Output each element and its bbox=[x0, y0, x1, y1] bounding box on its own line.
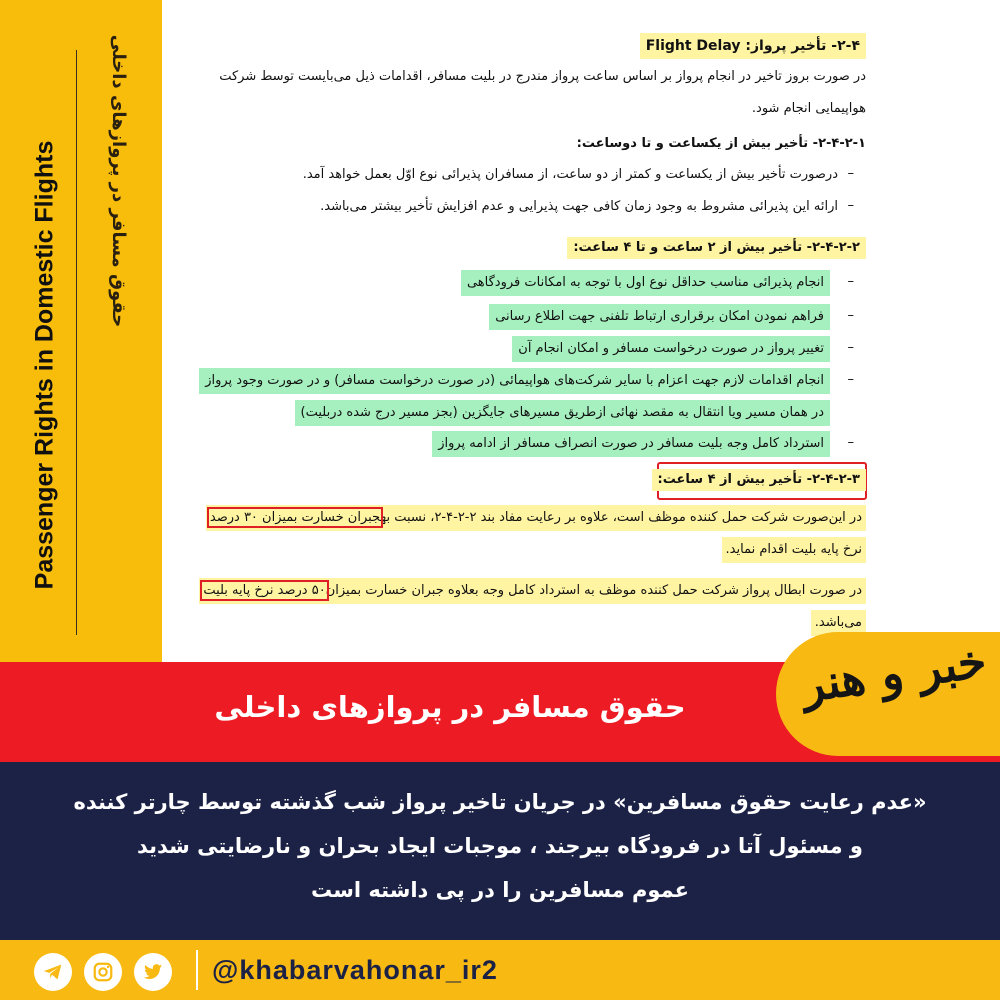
sidebar-title-fa: حقوق مسافر در پروازهای داخلی bbox=[108, 34, 129, 328]
delay-compensation-line-2: نرخ پایه بلیت اقدام نماید. bbox=[722, 537, 866, 563]
compensation-30-percent: جبران خسارت بمیزان ۳۰ درصد bbox=[209, 510, 381, 525]
footer-divider bbox=[196, 950, 198, 990]
cancellation-line-2: می‌باشد. bbox=[811, 610, 866, 636]
intro-line-2: هواپیمایی انجام شود. bbox=[751, 101, 866, 116]
subsection-2-item: انجام پذیرائی مناسب حداقل نوع اول با توجه به امکانات فرودگاهی bbox=[461, 270, 830, 296]
delay-compensation-text: در این‌صورت شرکت حمل کننده موظف است، علاوه بر رعایت مفاد بند ۲-۲-۴-۲، نسبت به bbox=[380, 510, 862, 525]
subsection-2-heading: ۲-۴-۲-۲- تأخیر بیش از ۲ ساعت و تا ۴ ساعت: bbox=[567, 237, 866, 259]
bullet-dash: – bbox=[847, 340, 854, 355]
cancellation-line bbox=[199, 578, 866, 604]
news-text bbox=[20, 780, 980, 912]
section-heading: ۲-۴- تأخیر پرواز: Flight Delay bbox=[640, 33, 866, 59]
bullet-dash: – bbox=[847, 198, 854, 213]
sidebar-divider bbox=[76, 50, 77, 635]
banner-title: حقوق مسافر در پروازهای داخلی bbox=[214, 690, 686, 724]
subsection-3-heading: ۲-۴-۲-۳- تأخیر بیش از ۴ ساعت: bbox=[652, 469, 866, 491]
sidebar-title-en: Passenger Rights in Domestic Flights bbox=[30, 140, 59, 590]
subsection-2-item: تغییر پرواز در صورت درخواست مسافر و امکان انجام آن bbox=[512, 336, 830, 362]
subsection-1-item: ارائه این پذیرائی مشروط به وجود زمان کافی جهت پذیرایی و عدم افزایش تأخیر بیشتر می‌باشد. bbox=[320, 199, 838, 214]
brand-logo bbox=[776, 632, 1000, 756]
cancellation-text: در صورت ابطال پرواز شرکت حمل کننده موظف به استرداد کامل وجه بعلاوه جبران خسارت بمیزان bbox=[325, 583, 862, 598]
bullet-dash: – bbox=[847, 274, 854, 289]
news-line: عموم مسافرین را در پی داشته است bbox=[311, 878, 689, 902]
document-page bbox=[162, 0, 1000, 662]
instagram-icon[interactable] bbox=[84, 953, 122, 991]
news-line: و مسئول آتا در فرودگاه بیرجند ، موجبات ایجاد بحران و نارضایتی شدید bbox=[137, 834, 863, 858]
social-handle[interactable]: @khabarvahonar_ir2 bbox=[212, 955, 498, 985]
compensation-50-percent: ۵۰ درصد نرخ پایه بلیت bbox=[203, 583, 326, 598]
sidebar bbox=[0, 0, 162, 662]
twitter-icon[interactable] bbox=[134, 953, 172, 991]
bullet-dash: – bbox=[847, 308, 854, 323]
subsection-2-item: در همان مسیر ویا انتقال به مقصد نهائی ازطریق مسیرهای جایگزین (بجز مسیر درج شده دربلیت) bbox=[295, 400, 830, 426]
subsection-2-item: انجام اقدامات لازم جهت اعزام با سایر شرکت‌های هواپیمائی (در صورت درخواست مسافر) و در صورت وجود پرواز bbox=[199, 368, 830, 394]
subsection-1-item: درصورت تأخیر بیش از یکساعت و کمتر از دو ساعت، از مسافران پذیرائی نوع اوّل بعمل خواهد آمد. bbox=[302, 167, 838, 182]
intro-line-1: در صورت بروز تاخیر در انجام پرواز بر اساس ساعت پرواز مندرج در بلیت مسافر، اقدامات ذیل می‌بایست توسط شرکت bbox=[219, 69, 866, 84]
bullet-dash: – bbox=[847, 166, 854, 181]
news-line: «عدم رعایت حقوق مسافرین» در جریان تاخیر پرواز شب گذشته توسط چارتر کننده bbox=[73, 790, 927, 814]
telegram-icon[interactable] bbox=[34, 953, 72, 991]
subsection-1-heading: ۲-۴-۲-۱- تأخیر بیش از یکساعت و تا دوساعت: bbox=[576, 136, 866, 151]
subsection-2-item: استرداد کامل وجه بلیت مسافر در صورت انصراف مسافر از ادامه پرواز bbox=[432, 431, 830, 457]
bullet-dash: – bbox=[847, 372, 854, 387]
logo-text: خبر و هنر bbox=[798, 633, 990, 713]
delay-compensation-line bbox=[206, 505, 866, 531]
bullet-dash: – bbox=[847, 435, 854, 450]
subsection-2-item: فراهم نمودن امکان برقراری ارتباط تلفنی جهت اطلاع رسانی bbox=[489, 304, 830, 330]
